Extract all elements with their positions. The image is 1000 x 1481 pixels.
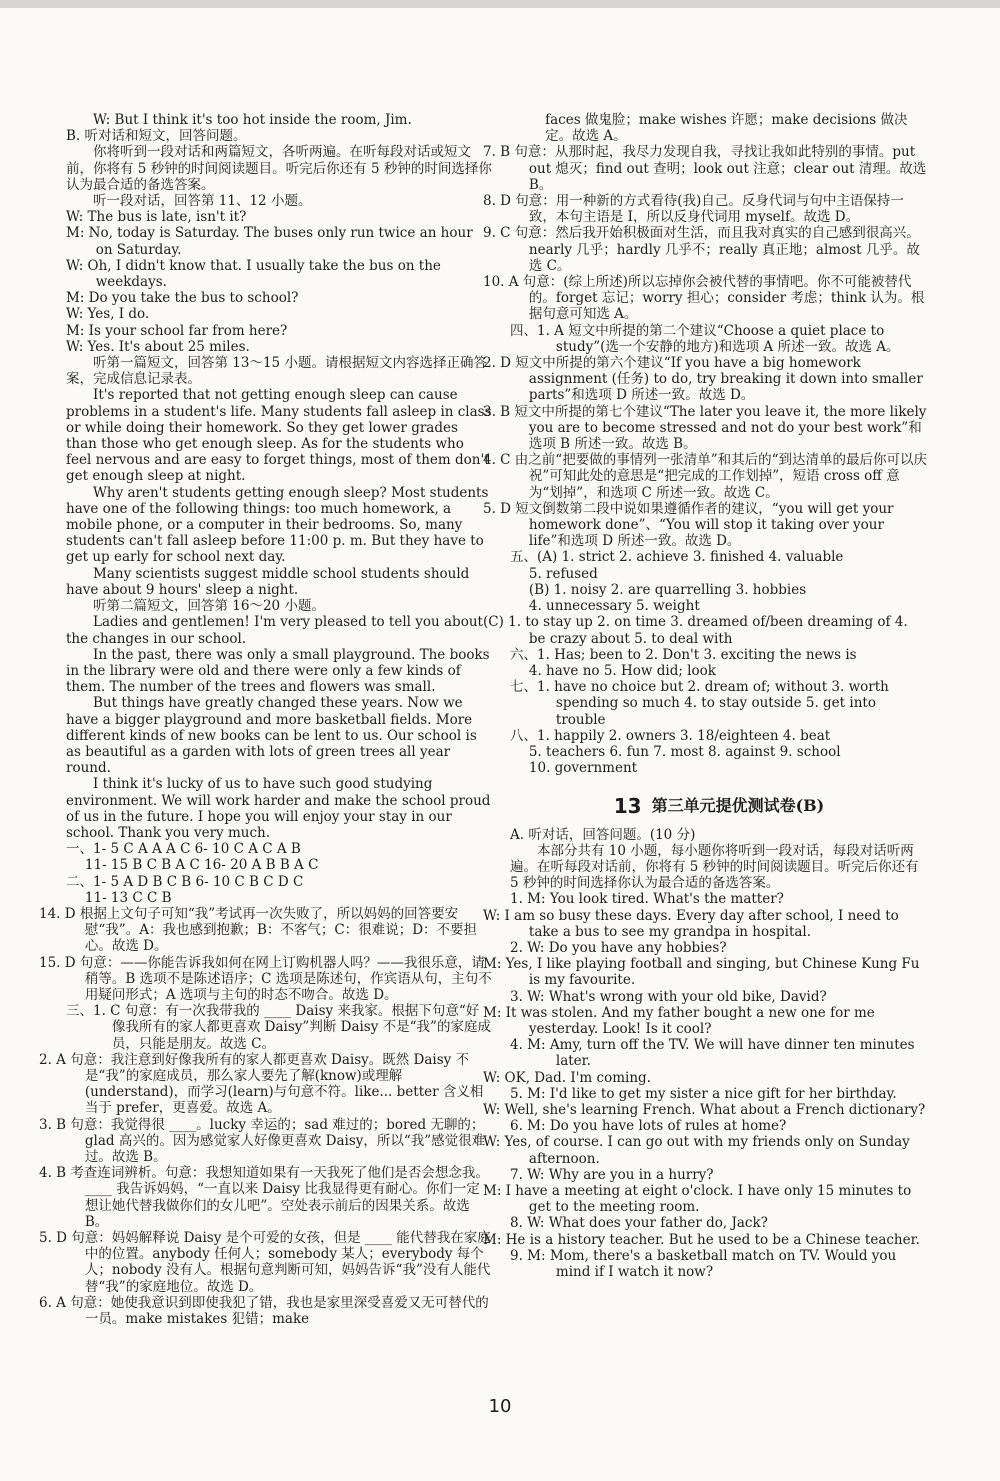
text-line: 五、(A) 1. strict 2. achieve 3. finished 4. valuable [510, 549, 844, 566]
text-line: 2. A 句意：我注意到好像我所有的家人都更喜欢 Daisy。既然 Daisy 不是“我”的家庭成员，那么家人要先了解(know)或理解(understand)，而学习(learn)与句意不符。like... better 含义相当于 prefer，更喜爱。故选 A。 [39, 1051, 484, 1117]
text-line: 4. have no 5. How did; look [528, 662, 716, 679]
text-line: W: Well, she's learning French. What about a French dictionary? [483, 1101, 926, 1118]
text-line: 4. M: Amy, turn off the TV. We will have dinner ten minutes later. [510, 1037, 915, 1070]
text-line: 11- 15 B C B A C 16- 20 A B B A C [84, 857, 319, 874]
text-line: 2. W: Do you have any hobbies? [510, 939, 727, 956]
text-line: 4. B 考查连词辨析。句意：我想知道如果有一天我死了他们是否会想念我。____ 我告诉妈妈，“一直以来 Daisy 比我显得更有耐心。你们一定想让她代替我做你们的女儿吧”。空处表示前后的因果关系。故选 B。 [39, 1165, 489, 1230]
text-line: (C) 1. to stay up 2. on time 3. dreamed of/been dreaming of 4. be crazy about 5. to deal with [483, 614, 908, 647]
text-line: But things have greatly changed these years. Now we have a bigger playground and more basketball fields. More different kinds of new books can be lent to us. Our school is as beautiful as a garden with lots of green trees all year round. [66, 695, 477, 777]
text-line: I think it's lucky of us to have such good studying environment. We will work harder and make the school proud of us in the future. I hope you will enjoy your stay in our school. Thank you very much. [66, 776, 491, 841]
text-line: 8. D 句意：用一种新的方式看待(我)自己。反身代词与句中主语保持一致，本句主语是 I，所以反身代词用 myself。故选 D。 [483, 193, 904, 226]
answer-key-continued [483, 112, 928, 777]
text-line: M: No, today is Saturday. The buses only run twice an hour on Saturday. [66, 225, 473, 258]
text-line: 4. C 由之前“把要做的事情列一张清单”和其后的“到达清单的最后你可以庆祝”可知此处的意思是“把完成的工作划掉”，短语 cross off 意为“划掉”，和选项 C 所述一致。故选 C。 [483, 452, 927, 501]
text-line: 你将听到一段对话和两篇短文，各听两遍。在听每段对话或短文前，你将有 5 秒钟的时间阅读题目。听完后你还有 5 秒钟的时间选择你认为最合适的备选答案。 [66, 144, 492, 193]
text-line: M: Yes, I like playing football and singing, but Chinese Kung Fu is my favourite. [483, 956, 920, 989]
text-line: Many scientists suggest middle school students should have about 9 hours' sleep a night. [66, 565, 470, 598]
text-line: 1. M: You look tired. What's the matter? [510, 891, 784, 908]
section-heading [510, 794, 928, 819]
text-line: 3. B 句意：我觉得很 ____。lucky 幸运的；sad 难过的；bored 无聊的；glad 高兴的。因为感觉家人好像更喜欢 Daisy，所以“我”感觉很难过。故选 B。 [39, 1116, 486, 1165]
text-line: W: But I think it's too hot inside the room, Jim. [93, 112, 412, 128]
text-line: 7. W: Why are you in a hurry? [510, 1166, 714, 1183]
text-line: W: The bus is late, isn't it? [66, 209, 247, 226]
section-number: 13 [613, 794, 642, 819]
section-title: 第三单元提优测试卷(B) [651, 796, 825, 816]
text-line: 三、1. C 句意：有一次我带我的 ____ Daisy 来我家。根据下句意“好像我所有的家人都更喜欢 Daisy”判断 Daisy 不是“我”的家庭成员，只能是朋友。故选 C。 [66, 1003, 491, 1052]
text-line: Ladies and gentlemen! I'm very pleased to tell you about the changes in our school. [66, 614, 483, 647]
text-line: 9. C 句意：然后我开始积极面对生活，而且我对真实的自己感到很高兴。nearly 几乎；hardly 几乎不；really 真正地；almost 几乎。故选 C。 [483, 225, 920, 274]
text-line: M: It was stolen. And my father bought a new one for me yesterday. Look! Is it cool? [483, 1004, 875, 1037]
text-line: 3. W: What's wrong with your old bike, David? [510, 988, 827, 1005]
text-line: 10. government [528, 760, 638, 777]
text-line: 本部分共有 10 小题，每小题你将听到一段对话，每段对话听两遍。在听每段对话前，你将有 5 秒钟的时间阅读题目。听完后你还有 5 秒钟的时间选择你认为最合适的备选答案。 [510, 842, 919, 892]
text-line: 七、1. have no choice but 2. dream of; without 3. worth spending so much 4. to stay outside 5. get into trouble [510, 679, 889, 728]
text-line: 二、1- 5 A D B C B 6- 10 C B C D C [66, 873, 304, 890]
text-line: Why aren't students getting enough sleep? Most students have one of the following things: too much homework, a mobile phone, or a computer in their bedrooms. So, many students can't fall asleep before 11:00 p. m. But they have to get up early for school next day. [66, 484, 489, 566]
text-line: 9. M: Mom, there's a basketball match on TV. Would you mind if I watch it now? [510, 1247, 897, 1281]
text-line: 11- 13 C C B [84, 889, 172, 906]
text-line: W: Yes, I do. [66, 306, 150, 323]
page-number: 10 [488, 1396, 512, 1417]
text-line: 六、1. Has; been to 2. Don't 3. exciting the news is [510, 646, 857, 663]
text-line: 4. unnecessary 5. weight [528, 598, 700, 615]
text-line: faces 做鬼脸；make wishes 许愿；make decisions 做决定。故选 A。 [545, 112, 908, 145]
text-line: 6. M: Do you have lots of rules at home? [510, 1118, 787, 1135]
text-line: 听第一篇短文，回答第 13～15 小题。请根据短文内容选择正确答案，完成信息记录表。 [66, 355, 487, 388]
text-line: W: Oh, I didn't know that. I usually take the bus on the weekdays. [66, 257, 441, 291]
text-line: 听第二篇短文，回答第 16～20 小题。 [93, 598, 325, 615]
text-line: W: I am so busy these days. Every day after school, I need to take a bus to see my grandpa in hospital. [483, 907, 899, 940]
text-line: M: Do you take the bus to school? [66, 290, 299, 307]
text-line: W: Yes, of course. I can go out with my friends only on Sunday afternoon. [483, 1134, 910, 1167]
text-line: 8. W: What does your father do, Jack? [510, 1215, 768, 1232]
top-edge [0, 0, 1000, 8]
right-column [483, 112, 928, 1281]
text-line: M: I have a meeting at eight o'clock. I have only 15 minutes to get to the meeting room. [483, 1183, 912, 1216]
text-line: 6. A 句意：她使我意识到即使我犯了错，我也是家里深受喜爱又无可替代的一员。make mistakes 犯错；make [39, 1294, 489, 1328]
text-line: 5. D 短文倒数第二段中说如果遵循作者的建议，“you will get your homework done”、“You will stop it taking over your life”和选项 D 所述一致。故选 D。 [483, 500, 894, 550]
text-line: (B) 1. noisy 2. are quarrelling 3. hobbies [528, 581, 807, 598]
text-line: W: OK, Dad. I'm coming. [483, 1069, 651, 1086]
text-line: M: He is a history teacher. But he used to be a Chinese teacher. [483, 1231, 920, 1248]
text-line: 15. D 句意：——你能告诉我如何在网上订购机器人吗？——我很乐意，请稍等。B 选项不是陈述语序；C 选项是陈述句，作宾语从句，主句不用疑问形式；A 选项与主句的时态不吻合。故选 D。 [39, 954, 492, 1003]
text-line: 5. refused [528, 565, 598, 582]
text-line: B. 听对话和短文，回答问题。 [66, 128, 247, 145]
text-line: 2. D 短文中所提的第六个建议“If you have a big homework assignment (任务) to do, try breaking it down into smaller parts”和选项 D 所述一致。故选 D。 [483, 355, 923, 404]
text-line: 八、1. happily 2. owners 3. 18/eighteen 4. beat [510, 727, 831, 744]
text-line: In the past, there was only a small playground. The books in the library were old and there were only a few kinds of them. The number of the trees and flowers was small. [66, 646, 490, 696]
text-line: 听一段对话，回答第 11、12 小题。 [93, 193, 312, 210]
text-line: M: Is your school far from here? [66, 322, 288, 339]
left-column [39, 112, 492, 1328]
text-line: 7. B 句意：从那时起，我尽力发现自我，寻找让我如此特别的事情。put out 熄灭；find out 查明；look out 注意；clear out 清理。故选 B。 [483, 144, 927, 193]
text-line: A. 听对话，回答问题。(10 分) [510, 826, 696, 843]
text-line: 一、1- 5 C A A A C 6- 10 C A C A B [66, 841, 301, 858]
text-line: 5. D 句意：妈妈解释说 Daisy 是个可爱的女孩，但是 ____ 能代替我在家庭中的位置。anybody 任何人；somebody 某人；everybody 每个人；nobody 没有人。根据句意判断可知，妈妈告诉“我”没有人能代替“我”的家庭地位。故选 D。 [39, 1230, 491, 1295]
text-line: 14. D 根据上文句子可知“我”考试再一次失败了，所以妈妈的回答要安慰“我”。A：我也感到抱歉；B：不客气；C：很难说；D：不要担心。故选 D。 [39, 905, 478, 955]
text-line: 四、1. A 短文中所提的第二个建议“Choose a quiet place to study”(选一个安静的地方)和选项 A 所述一致。故选 A。 [510, 322, 900, 355]
text-line: 5. M: I'd like to get my sister a nice gift for her birthday. [510, 1085, 897, 1102]
text-line: It's reported that not getting enough sleep can cause problems in a student's life. Many students fall asleep in class or while doing their homework. So they get lower grades than those who get enough sleep. As for the students who feel nervous and are easy to forget things, most of them don't get enough sleep at night. [66, 387, 492, 485]
text-line: 10. A 句意：(综上所述)所以忘掉你会被代替的事情吧。你不可能被替代的。forget 忘记；worry 担心；consider 考虑；think 认为。根据句意可知选 A。 [483, 274, 925, 323]
text-line: 3. B 短文中所提的第七个建议“The later you leave it, the more likely you are to become stressed and not do your best work”和选项 B 所述一致。故选 B。 [483, 403, 927, 453]
text-line: 5. teachers 6. fun 7. most 8. against 9. school [528, 743, 841, 760]
text-line: W: Yes. It's about 25 miles. [66, 338, 250, 355]
listening-transcript [483, 826, 928, 1281]
